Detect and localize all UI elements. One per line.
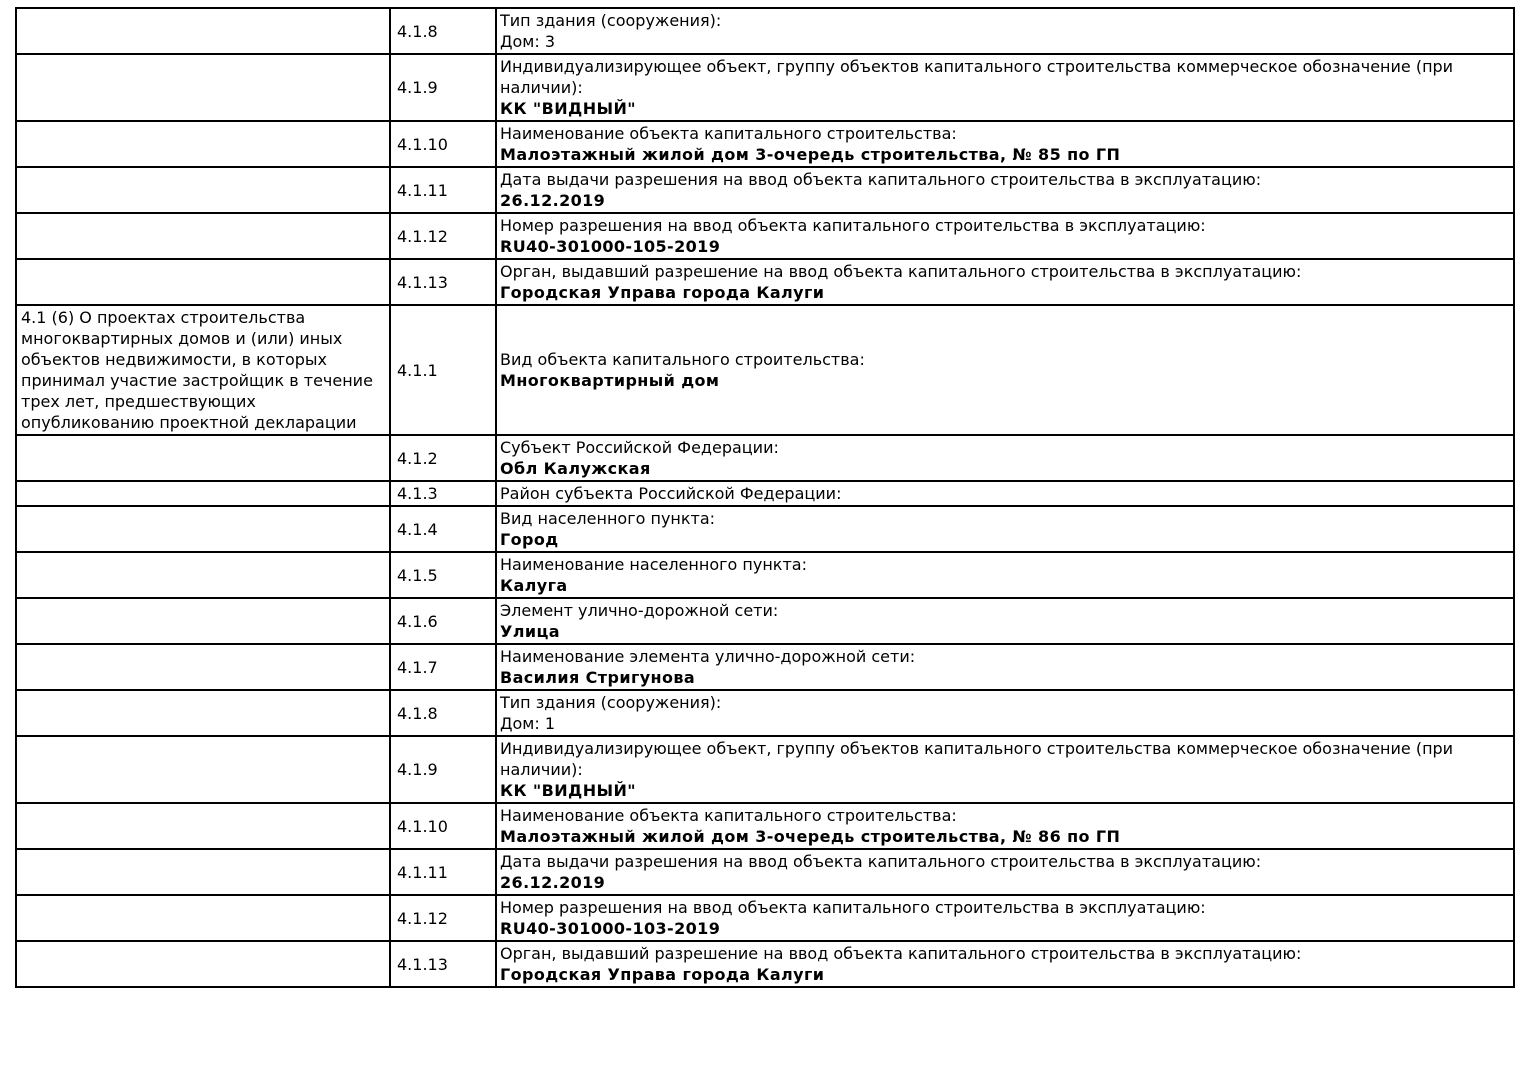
content-cell (496, 121, 1514, 167)
section-cell (16, 736, 390, 803)
item-number-cell (390, 849, 496, 895)
item-number: 4.1.8 (397, 21, 438, 41)
table-row (16, 305, 1514, 435)
table-row (16, 895, 1514, 941)
section-label: 4.1 (6) О проектах строительства многоквартирных домов и (или) иных объектов недвижимости, в которых принимал участие застройщик в течение трех лет, предшествующих опубликованию проектной декларации (21, 308, 373, 432)
item-number: 4.1.5 (397, 565, 438, 585)
item-number-cell (390, 8, 496, 54)
item-number: 4.1.10 (397, 134, 448, 154)
content-cell (496, 895, 1514, 941)
field-label: Вид населенного пункта: (500, 509, 716, 528)
item-number: 4.1.11 (397, 862, 448, 882)
field-value: 26.12.2019 (500, 191, 606, 210)
item-number: 4.1.1 (397, 360, 438, 380)
field-value: Дом: 3 (500, 32, 556, 51)
item-number-cell (390, 941, 496, 987)
section-cell (16, 941, 390, 987)
content-cell (496, 803, 1514, 849)
field-value: Малоэтажный жилой дом 3-очередь строительства, № 86 по ГП (500, 827, 1121, 846)
content-cell (496, 435, 1514, 481)
content-cell (496, 644, 1514, 690)
field-label: Элемент улично-дорожной сети: (500, 601, 779, 620)
content-cell (496, 8, 1514, 54)
section-cell (16, 121, 390, 167)
field-label: Дата выдачи разрешения на ввод объекта капитального строительства в эксплуатацию: (500, 852, 1262, 871)
item-number: 4.1.3 (397, 484, 438, 503)
table-row (16, 435, 1514, 481)
content-cell (496, 259, 1514, 305)
field-label: Номер разрешения на ввод объекта капитального строительства в эксплуатацию: (500, 898, 1206, 917)
field-label: Тип здания (сооружения): (500, 11, 722, 30)
content-cell (496, 849, 1514, 895)
item-number-cell (390, 167, 496, 213)
field-value: RU40-301000-105-2019 (500, 237, 721, 256)
item-number: 4.1.13 (397, 272, 448, 292)
content-cell (496, 213, 1514, 259)
section-cell (16, 803, 390, 849)
table-row (16, 941, 1514, 987)
section-cell (16, 598, 390, 644)
field-label: Субъект Российской Федерации: (500, 438, 779, 457)
table-row (16, 552, 1514, 598)
item-number: 4.1.10 (397, 816, 448, 836)
section-cell (16, 481, 390, 506)
item-number: 4.1.11 (397, 180, 448, 200)
section-cell (16, 167, 390, 213)
item-number: 4.1.9 (397, 760, 438, 779)
field-value: КК "ВИДНЫЙ" (500, 99, 636, 118)
item-number-cell (390, 259, 496, 305)
item-number: 4.1.4 (397, 519, 438, 539)
field-value: Улица (500, 622, 560, 641)
section-cell (16, 644, 390, 690)
item-number-cell (390, 435, 496, 481)
item-number: 4.1.12 (397, 908, 448, 928)
field-label: Тип здания (сооружения): (500, 693, 722, 712)
content-cell (496, 481, 1514, 506)
item-number: 4.1.6 (397, 611, 438, 631)
item-number-cell (390, 895, 496, 941)
table-row (16, 803, 1514, 849)
field-value: Дом: 1 (500, 714, 556, 733)
section-cell (16, 690, 390, 736)
table-body (16, 8, 1514, 987)
section-cell (16, 54, 390, 121)
item-number-cell (390, 803, 496, 849)
field-label: Индивидуализирующее объект, группу объектов капитального строительства коммерческое обозначение (при наличии): (500, 739, 1454, 779)
content-cell (496, 552, 1514, 598)
item-number-cell (390, 305, 496, 435)
project-declaration-table (15, 7, 1515, 988)
field-value: Городская Управа города Калуги (500, 283, 825, 302)
table-row (16, 213, 1514, 259)
item-number: 4.1.8 (397, 703, 438, 723)
content-cell (496, 305, 1514, 435)
field-value: RU40-301000-103-2019 (500, 919, 721, 938)
field-label: Орган, выдавший разрешение на ввод объекта капитального строительства в эксплуатацию: (500, 944, 1302, 963)
field-label: Наименование элемента улично-дорожной сети: (500, 647, 916, 666)
content-cell (496, 690, 1514, 736)
field-value: КК "ВИДНЫЙ" (500, 781, 636, 800)
field-label: Орган, выдавший разрешение на ввод объекта капитального строительства в эксплуатацию: (500, 262, 1302, 281)
table-row (16, 54, 1514, 121)
field-label: Район субъекта Российской Федерации: (500, 484, 842, 503)
content-cell (496, 167, 1514, 213)
table-row (16, 167, 1514, 213)
content-cell (496, 598, 1514, 644)
item-number-cell (390, 644, 496, 690)
section-cell (16, 435, 390, 481)
field-value: Василия Стригунова (500, 668, 696, 687)
table-row (16, 8, 1514, 54)
item-number: 4.1.2 (397, 448, 438, 468)
content-cell (496, 506, 1514, 552)
section-cell (16, 8, 390, 54)
table-row (16, 121, 1514, 167)
table-row (16, 644, 1514, 690)
section-cell (16, 259, 390, 305)
item-number-cell (390, 598, 496, 644)
field-label: Индивидуализирующее объект, группу объектов капитального строительства коммерческое обозначение (при наличии): (500, 57, 1454, 97)
section-cell (16, 305, 390, 435)
field-value: Город (500, 530, 559, 549)
field-value: Калуга (500, 576, 568, 595)
section-cell (16, 506, 390, 552)
table-row (16, 849, 1514, 895)
item-number-cell (390, 736, 496, 803)
field-label: Наименование населенного пункта: (500, 555, 807, 574)
field-label: Наименование объекта капитального строительства: (500, 806, 957, 825)
section-cell (16, 895, 390, 941)
section-cell (16, 552, 390, 598)
item-number: 4.1.9 (397, 78, 438, 97)
item-number-cell (390, 213, 496, 259)
section-cell (16, 213, 390, 259)
field-label: Наименование объекта капитального строительства: (500, 124, 957, 143)
table-row (16, 598, 1514, 644)
field-label: Номер разрешения на ввод объекта капитального строительства в эксплуатацию: (500, 216, 1206, 235)
item-number-cell (390, 54, 496, 121)
section-cell (16, 849, 390, 895)
content-cell (496, 941, 1514, 987)
field-value: Многоквартирный дом (500, 371, 720, 390)
item-number-cell (390, 552, 496, 598)
item-number-cell (390, 690, 496, 736)
item-number-cell (390, 506, 496, 552)
item-number: 4.1.13 (397, 954, 448, 974)
item-number-cell (390, 481, 496, 506)
item-number: 4.1.7 (397, 657, 438, 677)
table-row (16, 506, 1514, 552)
table-row (16, 481, 1514, 506)
field-label: Вид объекта капитального строительства: (500, 350, 865, 369)
content-cell (496, 736, 1514, 803)
table-row (16, 690, 1514, 736)
field-value: Обл Калужская (500, 459, 651, 478)
item-number: 4.1.12 (397, 226, 448, 246)
table-row (16, 736, 1514, 803)
field-value: Малоэтажный жилой дом 3-очередь строительства, № 85 по ГП (500, 145, 1121, 164)
field-label: Дата выдачи разрешения на ввод объекта капитального строительства в эксплуатацию: (500, 170, 1262, 189)
field-value: 26.12.2019 (500, 873, 606, 892)
content-cell (496, 54, 1514, 121)
item-number-cell (390, 121, 496, 167)
field-value: Городская Управа города Калуги (500, 965, 825, 984)
table-row (16, 259, 1514, 305)
